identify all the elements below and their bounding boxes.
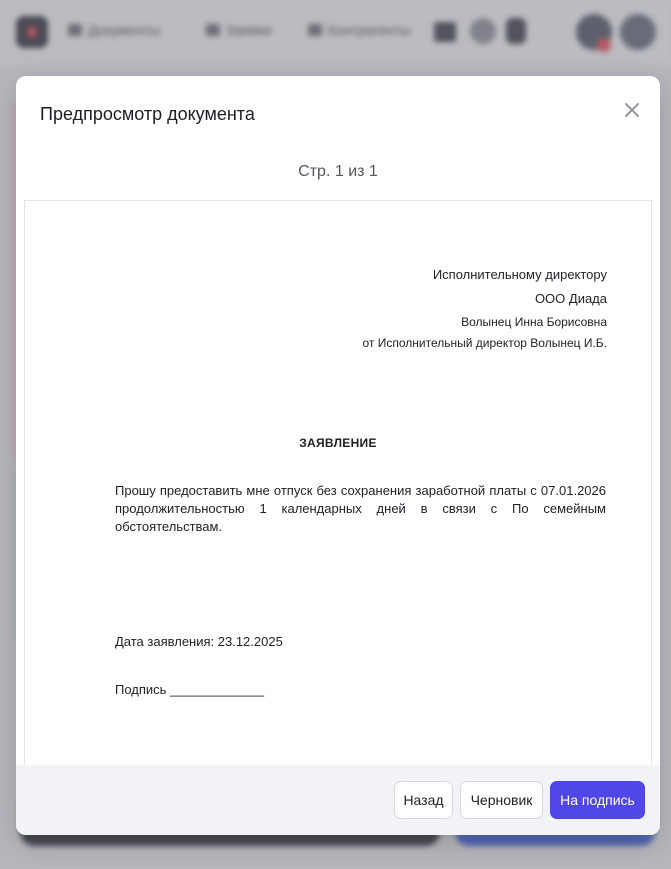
document-scroll-area[interactable] xyxy=(24,200,652,765)
document-page xyxy=(25,201,651,765)
signature-line: Подпись _____________ xyxy=(115,682,265,697)
nav-item-requests[interactable]: Заявки xyxy=(206,22,271,38)
addressee-line: Исполнительному директору xyxy=(432,267,607,282)
back-button[interactable]: Назад xyxy=(394,781,453,819)
addressee-line: от Исполнительный директор Волынец И.Б. xyxy=(362,336,607,350)
addressee-line: ООО Диада xyxy=(534,291,607,306)
document-body: Прошу предоставить мне отпуск без сохранения заработной платы с 07.01.2026 продолжительностью 1 календарных дней в связи с По семейным обстоятельствам. xyxy=(115,483,606,534)
page-counter: Стр. 1 из 1 xyxy=(298,163,378,180)
close-icon xyxy=(620,98,644,122)
modal-footer xyxy=(16,765,660,835)
send-to-sign-button[interactable]: На подпись xyxy=(550,781,645,819)
addressee-line: Волынец Инна Борисовна xyxy=(461,315,607,329)
draft-button[interactable]: Черновик xyxy=(460,781,543,819)
document-preview-modal xyxy=(16,76,660,835)
document-date: Дата заявления: 23.12.2025 xyxy=(115,634,283,649)
nav-item-contractors[interactable]: Контрагенты xyxy=(308,22,410,38)
nav-item-documents[interactable]: Документы xyxy=(68,22,160,38)
close-button[interactable] xyxy=(620,98,644,122)
modal-title: Предпросмотр документа xyxy=(40,104,255,124)
document-title: ЗАЯВЛЕНИЕ xyxy=(299,436,377,450)
